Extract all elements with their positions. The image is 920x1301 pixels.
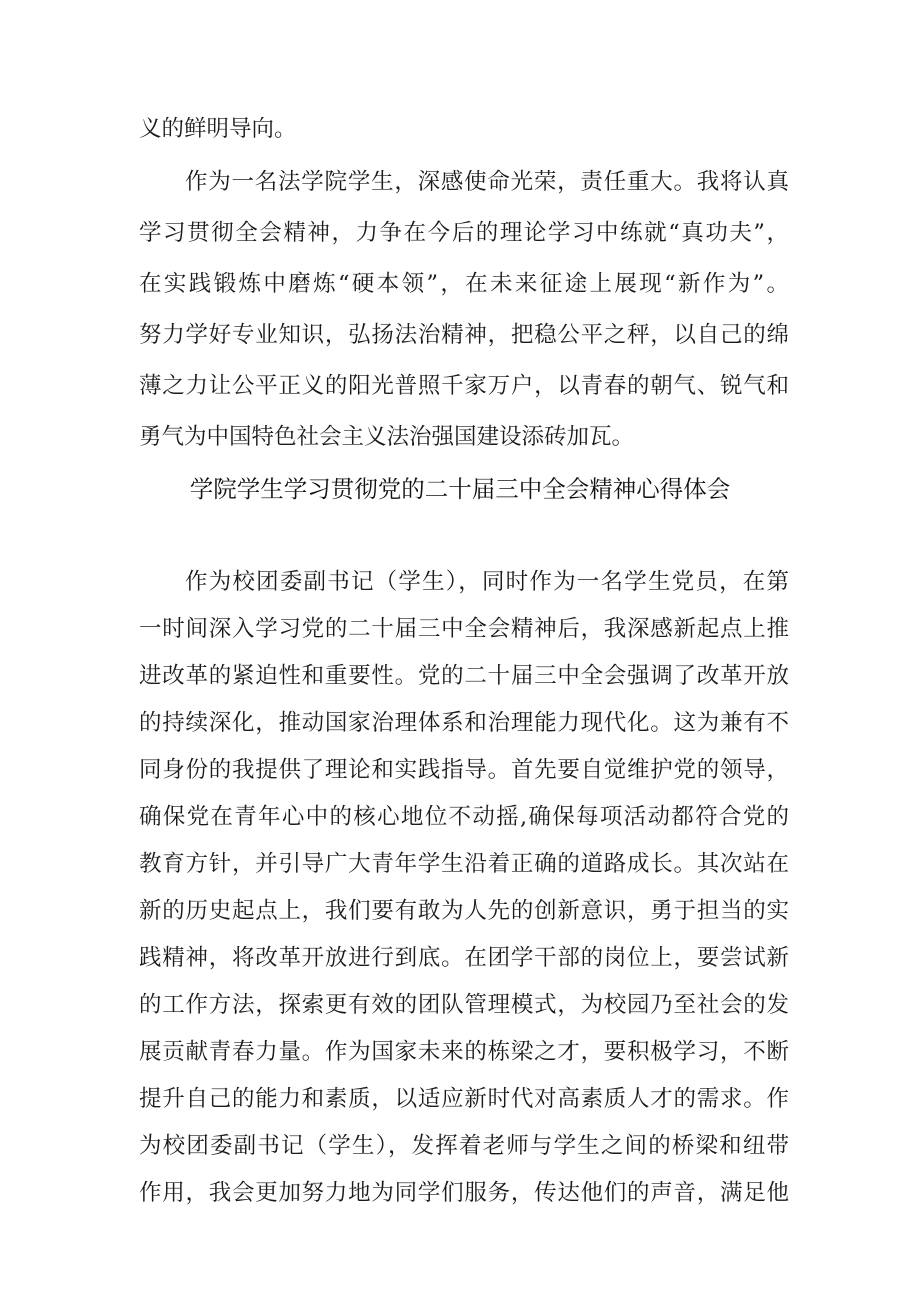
paragraph-2-line-2: 一时间深入学习党的二十届三中全会精神后，我深感新起点上推	[139, 616, 789, 642]
paragraph-1-line-5: 薄之力让公平正义的阳光普照千家万户，以青春的朝气、锐气和	[139, 373, 789, 399]
paragraph-1-line-4: 努力学好专业知识，弘扬法治精神，把稳公平之秤，以自己的绵	[139, 322, 789, 348]
paragraph-1-line-1: 作为一名法学院学生，深感使命光荣，责任重大。我将认真	[185, 169, 789, 195]
paragraph-2-line-12: 提升自己的能力和素质，以适应新时代对高素质人才的需求。作	[139, 1086, 789, 1112]
paragraph-2-line-13: 为校团委副书记（学生），发挥着老师与学生之间的桥梁和纽带	[139, 1133, 789, 1159]
paragraph-2-line-11: 展贡献青春力量。作为国家未来的栋梁之才，要积极学习，不断	[139, 1039, 789, 1065]
paragraph-2-line-5: 同身份的我提供了理论和实践指导。首先要自觉维护党的领导，	[139, 757, 789, 783]
paragraph-2-line-3: 进改革的紧迫性和重要性。党的二十届三中全会强调了改革开放	[139, 663, 789, 689]
paragraph-1-line-3: 在实践锻炼中磨炼“硬本领”，在未来征途上展现“新作为”。	[139, 271, 789, 297]
paragraph-1-line-2: 学习贯彻全会精神，力争在今后的理论学习中练就“真功夫”，	[139, 220, 789, 246]
paragraph-2-line-9: 践精神，将改革开放进行到底。在团学干部的岗位上，要尝试新	[139, 945, 789, 971]
paragraph-2-line-6: 确保党在青年心中的核心地位不动摇,确保每项活动都符合党的	[139, 804, 789, 830]
paragraph-1-line-6: 勇气为中国特色社会主义法治强国建设添砖加瓦。	[139, 424, 635, 450]
paragraph-2-line-4: 的持续深化，推动国家治理体系和治理能力现代化。这为兼有不	[139, 710, 789, 736]
paragraph-2-line-1: 作为校团委副书记（学生），同时作为一名学生党员，在第	[185, 569, 789, 595]
paragraph-2-line-7: 教育方针，并引导广大青年学生沿着正确的道路成长。其次站在	[139, 851, 789, 877]
paragraph-prev-line-1: 义的鲜明导向。	[139, 116, 297, 142]
paragraph-2-line-14: 作用，我会更加努力地为同学们服务，传达他们的声音，满足他	[139, 1180, 789, 1206]
paragraph-2-line-10: 的工作方法，探索更有效的团队管理模式，为校园乃至社会的发	[139, 992, 789, 1018]
section-heading: 学院学生学习贯彻党的二十届三中全会精神心得体会	[189, 475, 731, 503]
paragraph-2-line-8: 新的历史起点上，我们要有敢为人先的创新意识，勇于担当的实	[139, 898, 789, 924]
